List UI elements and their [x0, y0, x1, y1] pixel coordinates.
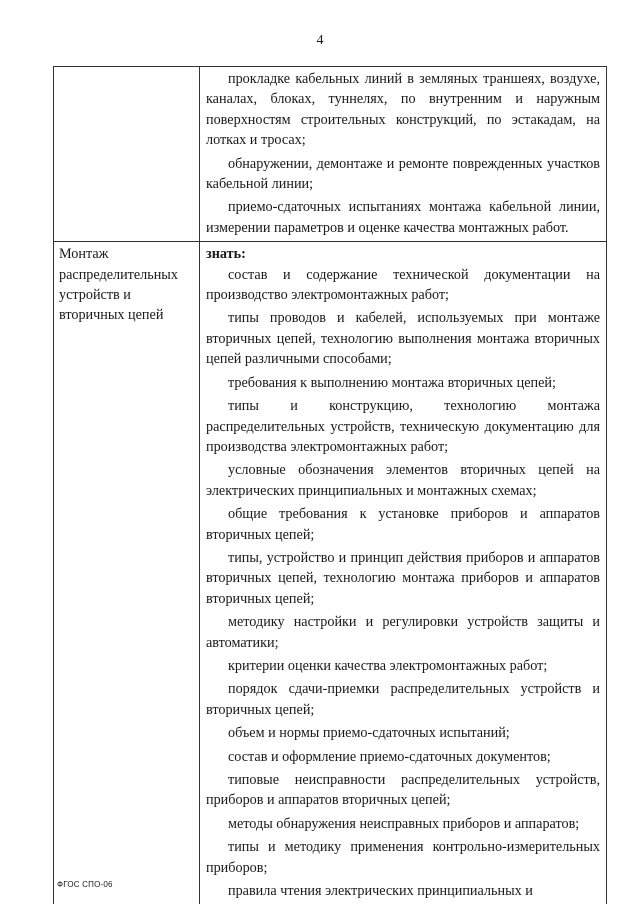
row-title: Монтаж распределительных устройств и вторичных цепей — [59, 246, 178, 324]
list-item: порядок сдачи-приемки распределительных устройств и вторичных цепей; — [206, 681, 600, 718]
list-item: прокладке кабельных линий в земляных траншеях, воздухе, каналах, блоках, туннелях, по внутренним и наружным поверхностям строительных конструкций, по эстакадам, на лотках и тросах; — [206, 71, 600, 149]
table-row — [54, 242, 607, 905]
know-label: знать: — [206, 246, 246, 263]
list-item: методы обнаружения неисправных приборов и аппаратов; — [228, 815, 580, 832]
list-item: обнаружении, демонтаже и ремонте поврежденных участков кабельной линии; — [206, 155, 600, 193]
competency-table — [53, 66, 607, 904]
table-row — [54, 67, 607, 242]
list-item: условные обозначения элементов вторичных цепей на электрических принципиальных и монтажных схемах; — [206, 462, 600, 499]
list-item: типы и конструкцию, технологию монтажа распределительных устройств, техническую документацию для производства электромонтажных работ; — [206, 398, 600, 455]
list-item: типы проводов и кабелей, используемых при монтаже вторичных цепей, технологию выполнения монтажа вторичных цепей различными способами; — [206, 310, 600, 368]
list-item: правила чтения электрических принципиальных и — [228, 883, 533, 900]
table-cell-left — [54, 67, 200, 242]
table-cell-right — [200, 242, 607, 905]
page-number: 4 — [316, 33, 324, 48]
list-item: типовые неисправности распределительных устройств, приборов и аппаратов вторичных цепей; — [206, 772, 600, 809]
list-item: типы, устройство и принцип действия приборов и аппаратов вторичных цепей, технологию монтажа приборов и аппаратов вторичных цепей; — [206, 549, 600, 607]
list-item: приемо-сдаточных испытаниях монтажа кабельной линии, измерении параметров и оценке качества монтажных работ. — [206, 199, 600, 236]
list-item: состав и содержание технической документации на производство электромонтажных работ; — [206, 266, 600, 304]
list-item: состав и оформление приемо-сдаточных документов; — [228, 748, 551, 765]
list-item: объем и нормы приемо-сдаточных испытаний; — [228, 725, 510, 742]
list-item: методику настройки и регулировки устройств защиты и автоматики; — [206, 614, 600, 651]
list-item: критерии оценки качества электромонтажных работ; — [228, 657, 548, 674]
footer-code: ФГОС СПО-06 — [57, 880, 113, 889]
list-item: типы и методику применения контрольно-измерительных приборов; — [206, 839, 600, 876]
list-item: общие требования к установке приборов и аппаратов вторичных цепей; — [206, 506, 600, 543]
table-cell-left — [54, 242, 200, 905]
list-item: требования к выполнению монтажа вторичных цепей; — [228, 374, 556, 391]
table-cell-right — [200, 67, 607, 242]
